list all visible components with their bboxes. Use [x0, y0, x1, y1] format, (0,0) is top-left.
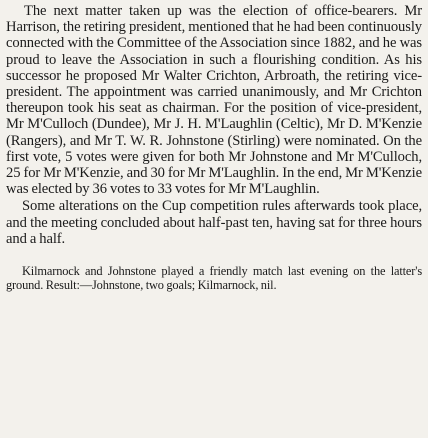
- match-brief: Kilmarnock and Johnstone played a friendly match last evening on the latter's ground. Result:—Johnstone, two goals; Kilmarnock, nil.: [6, 264, 422, 293]
- article-body: [6, 3, 422, 247]
- column-gap: [6, 247, 422, 264]
- article-paragraph: Some alterations on the Cup competition rules afterwards took place, and the meeting concluded about half-past ten, having sat for three hours and a half.: [6, 198, 422, 247]
- article-paragraph: The next matter taken up was the election of office-bearers. Mr Harrison, the retiring president, mentioned that he had been continuously connected with the Committee of the Association since 1882, and he was proud to leave the Association in such a flourishing condition. As his successor he proposed Mr Walter Crichton, Arbroath, the retiring vice-president. The appointment was carried unanimously, and Mr Crichton thereupon took his seat as chairman. For the position of vice-president, Mr M'Culloch (Dundee), Mr J. H. M'Laughlin (Celtic), Mr D. M'Kenzie (Rangers), and Mr T. W. R. Johnstone (Stirling) were nominated. On the first vote, 5 votes were given for both Mr Johnstone and Mr M'Culloch, 25 for Mr M'Kenzie, and 30 for Mr M'Laughlin. In the end, Mr M'Kenzie was elected by 36 votes to 33 votes for Mr M'Laughlin.: [6, 3, 422, 198]
